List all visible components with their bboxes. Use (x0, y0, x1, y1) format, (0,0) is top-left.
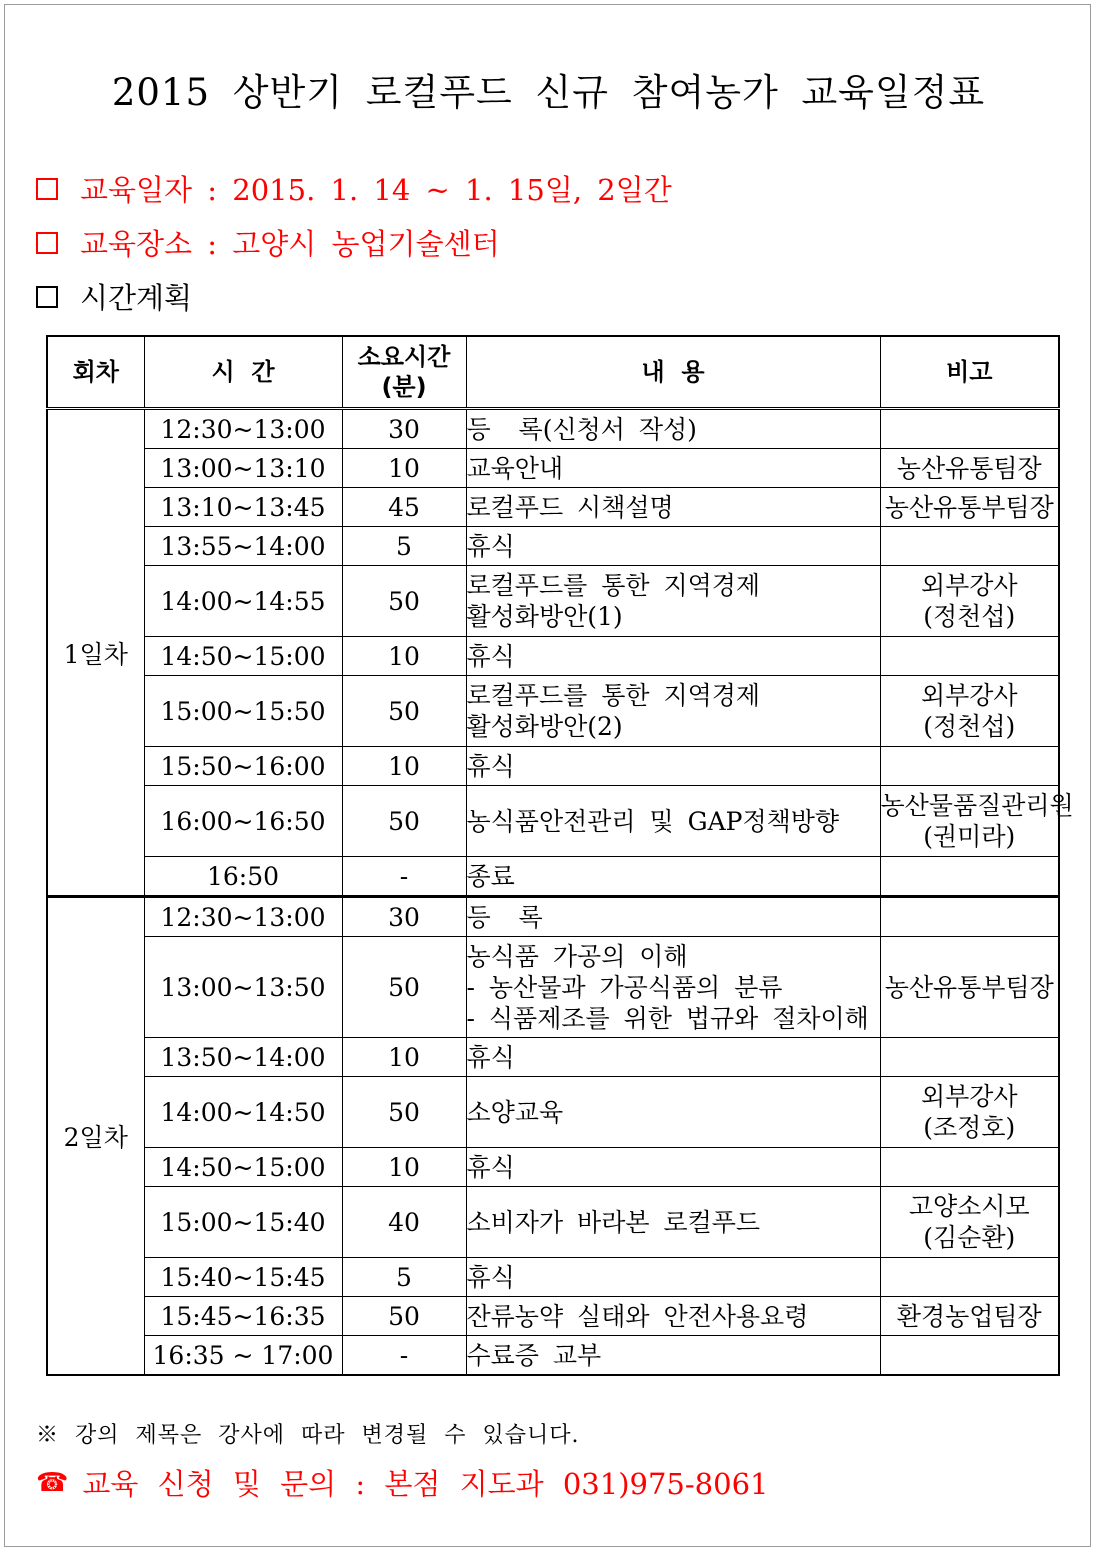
note-cell (880, 1038, 1059, 1077)
table-row (47, 786, 1059, 857)
time-cell: 13:50~14:00 (144, 1038, 342, 1077)
day1-session-label: 1일차 (47, 409, 144, 897)
contact-line (36, 1462, 768, 1503)
content-cell (466, 527, 880, 566)
note-cell (880, 527, 1059, 566)
note-cell (880, 857, 1059, 897)
header-content: 내 용 (466, 336, 880, 409)
content-line: 휴식 (466, 1042, 515, 1072)
table-row (47, 937, 1059, 1038)
time-cell: 15:50~16:00 (144, 747, 342, 786)
note-line: 농산유통부팀장 (884, 972, 1054, 1002)
note-line: 농산물품질관리원 (880, 791, 1074, 820)
content-cell (466, 1038, 880, 1077)
info-date-text: 교육일자 : 2015. 1. 14 ~ 1. 15일, 2일간 (80, 173, 672, 207)
content-cell (466, 937, 880, 1038)
content-line: 휴식 (466, 1262, 515, 1292)
content-cell (466, 1297, 880, 1336)
content-cell (466, 747, 880, 786)
note-cell (880, 1258, 1059, 1297)
checkbox-square-icon (36, 178, 58, 200)
time-cell: 14:50~15:00 (144, 637, 342, 676)
time-cell: 13:00~13:50 (144, 937, 342, 1038)
time-cell: 16:50 (144, 857, 342, 897)
info-place (36, 222, 500, 263)
content-line: 로컬푸드 시책설명 (466, 492, 674, 522)
note-cell (880, 1336, 1059, 1376)
note-line: 고양소시모 (908, 1192, 1030, 1221)
note-line: (조정호) (923, 1113, 1016, 1142)
note-cell (880, 897, 1059, 937)
note-cell (880, 409, 1059, 449)
time-cell: 13:55~14:00 (144, 527, 342, 566)
content-cell (466, 637, 880, 676)
duration-cell: 50 (342, 1297, 466, 1336)
header-duration-line1: 소요시간 (357, 343, 451, 371)
time-cell: 15:40~15:45 (144, 1258, 342, 1297)
duration-cell: - (342, 1336, 466, 1376)
table-row (47, 1038, 1059, 1077)
content-cell (466, 409, 880, 449)
table-row (47, 1187, 1059, 1258)
time-cell: 12:30~13:00 (144, 409, 342, 449)
header-note: 비고 (880, 336, 1059, 409)
content-line: 휴식 (466, 641, 515, 671)
content-line: - 농산물과 가공식품의 분류 (466, 972, 783, 1002)
note-cell (880, 1077, 1059, 1148)
content-cell (466, 676, 880, 747)
content-cell (466, 897, 880, 937)
table-row (47, 747, 1059, 786)
note-cell (880, 449, 1059, 488)
content-line: 소양교육 (466, 1097, 564, 1127)
content-line: 로컬푸드를 통한 지역경제 (466, 681, 761, 710)
content-cell (466, 1077, 880, 1148)
time-cell: 16:35 ~ 17:00 (144, 1336, 342, 1376)
table-row (47, 676, 1059, 747)
table-row (47, 449, 1059, 488)
table-row (47, 1148, 1059, 1187)
content-line: 소비자가 바라본 로컬푸드 (466, 1207, 761, 1237)
note-cell (880, 786, 1074, 857)
content-line: 교육안내 (466, 453, 564, 483)
content-line: 등 록(신청서 작성) (466, 414, 697, 444)
content-line: 잔류농약 실태와 안전사용요령 (466, 1301, 809, 1331)
duration-cell: 50 (342, 1077, 466, 1148)
checkbox-square-icon (36, 286, 58, 308)
duration-cell: 5 (342, 527, 466, 566)
table-row (47, 1336, 1059, 1376)
contact-text: 교육 신청 및 문의 : 본점 지도과 031)975-8061 (82, 1467, 769, 1501)
duration-cell: 5 (342, 1258, 466, 1297)
content-line: 휴식 (466, 1152, 515, 1182)
info-date (36, 168, 672, 209)
content-line: 수료증 교부 (466, 1340, 602, 1370)
note-cell (880, 1187, 1059, 1258)
duration-cell: 10 (342, 747, 466, 786)
note-cell (880, 676, 1059, 747)
note-cell (880, 566, 1059, 637)
time-cell: 14:00~14:50 (144, 1077, 342, 1148)
note-cell (880, 1297, 1059, 1336)
header-time: 시 간 (144, 336, 342, 409)
note-cell (880, 937, 1059, 1038)
content-cell (466, 1336, 880, 1376)
content-line: 로컬푸드를 통한 지역경제 (466, 571, 761, 600)
duration-cell: 10 (342, 637, 466, 676)
content-line: - 식품제조를 위한 법규와 절차이해 (466, 1003, 869, 1033)
info-plan (36, 276, 192, 317)
time-cell: 15:00~15:40 (144, 1187, 342, 1258)
time-cell: 12:30~13:00 (144, 897, 342, 937)
content-line: 활성화방안(1) (466, 602, 623, 631)
duration-cell: 50 (342, 937, 466, 1038)
phone-icon: ☎ (36, 1467, 69, 1498)
header-session: 회차 (47, 336, 144, 409)
content-cell (466, 786, 880, 857)
content-line: 등 록 (466, 902, 543, 932)
content-cell (466, 488, 880, 527)
footnote: ※ 강의 제목은 강사에 따라 변경될 수 있습니다. (36, 1423, 580, 1448)
content-line: 휴식 (466, 751, 515, 781)
content-line: 농식품 가공의 이해 (466, 941, 688, 971)
time-cell: 14:00~14:55 (144, 566, 342, 637)
content-line: 농식품안전관리 및 GAP정책방향 (466, 806, 840, 836)
table-row (47, 527, 1059, 566)
note-line: 농산유통부팀장 (884, 492, 1054, 522)
duration-cell: 50 (342, 566, 466, 637)
note-line: 외부강사 (920, 681, 1018, 710)
duration-cell: 10 (342, 1148, 466, 1187)
duration-cell: 40 (342, 1187, 466, 1258)
time-cell: 16:00~16:50 (144, 786, 342, 857)
time-cell: 13:00~13:10 (144, 449, 342, 488)
schedule-table (46, 335, 1074, 1376)
note-cell (880, 637, 1059, 676)
table-row (47, 1077, 1059, 1148)
note-cell (880, 488, 1059, 527)
table-row (47, 409, 1059, 449)
table-row (47, 637, 1059, 676)
content-cell (466, 1258, 880, 1297)
duration-cell: 10 (342, 1038, 466, 1077)
duration-cell: 45 (342, 488, 466, 527)
content-line: 활성화방안(2) (466, 712, 623, 741)
duration-cell: 30 (342, 409, 466, 449)
content-cell (466, 1187, 880, 1258)
content-cell (466, 1148, 880, 1187)
checkbox-square-icon (36, 232, 58, 254)
table-row (47, 857, 1059, 897)
content-cell (466, 449, 880, 488)
table-row (47, 488, 1059, 527)
duration-cell: - (342, 857, 466, 897)
time-cell: 15:45~16:35 (144, 1297, 342, 1336)
duration-cell: 10 (342, 449, 466, 488)
note-cell (880, 1148, 1059, 1187)
note-line: 외부강사 (920, 571, 1018, 600)
note-cell (880, 747, 1059, 786)
day2-session-label: 2일차 (47, 897, 144, 1376)
content-cell (466, 857, 880, 897)
note-line: (정천섭) (923, 712, 1016, 741)
note-line: (김순환) (923, 1223, 1016, 1252)
content-cell (466, 566, 880, 637)
content-line: 종료 (466, 861, 515, 891)
header-duration (342, 336, 466, 409)
table-row (47, 566, 1059, 637)
info-plan-text: 시간계획 (80, 281, 193, 315)
note-line: 농산유통팀장 (896, 453, 1042, 483)
duration-cell: 50 (342, 786, 466, 857)
time-cell: 13:10~13:45 (144, 488, 342, 527)
note-line: 외부강사 (920, 1082, 1018, 1111)
content-line: 휴식 (466, 531, 515, 561)
table-row (47, 1297, 1059, 1336)
note-line: 환경농업팀장 (896, 1301, 1042, 1331)
time-cell: 14:50~15:00 (144, 1148, 342, 1187)
duration-cell: 30 (342, 897, 466, 937)
duration-cell: 50 (342, 676, 466, 747)
note-line: (정천섭) (923, 602, 1016, 631)
info-place-text: 교육장소 : 고양시 농업기술센터 (80, 227, 500, 261)
page-title: 2015 상반기 로컬푸드 신규 참여농가 교육일정표 (111, 71, 986, 114)
time-cell: 15:00~15:50 (144, 676, 342, 747)
table-header-row (47, 336, 1059, 409)
table-row (47, 897, 1059, 937)
table-row (47, 1258, 1059, 1297)
note-line: (권미라) (923, 822, 1016, 851)
header-duration-line2: (분) (381, 373, 427, 401)
